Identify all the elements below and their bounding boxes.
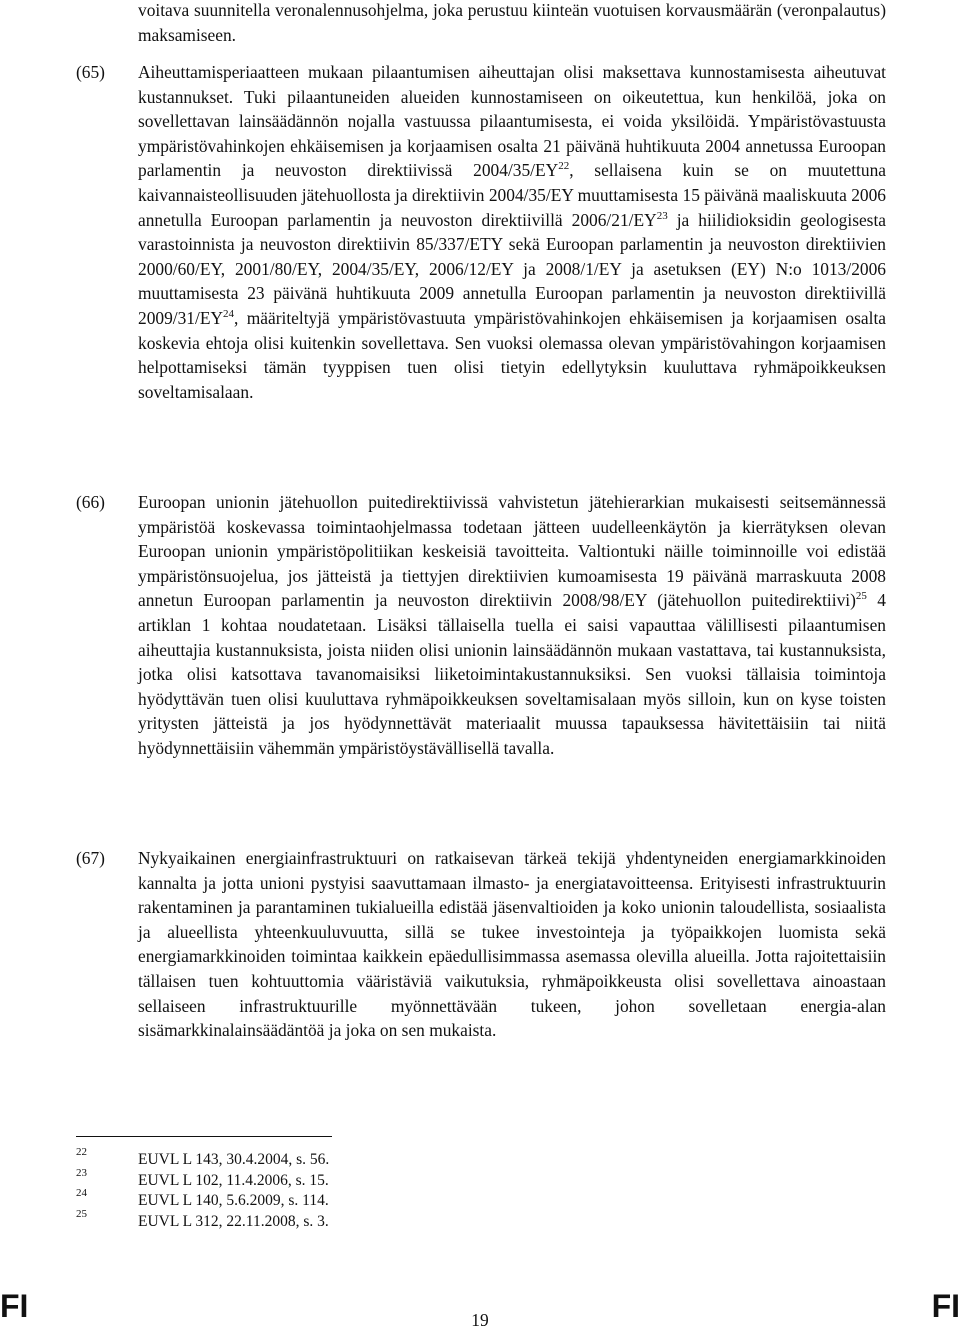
footnote-text: EUVL L 140, 5.6.2009, s. 114. xyxy=(138,1192,329,1209)
footnote-ref-23: 23 xyxy=(656,209,668,222)
language-code-left: FI xyxy=(0,1288,29,1324)
paragraph-continuation xyxy=(76,0,886,47)
footnote-number: 22 xyxy=(76,1146,87,1158)
paragraph-text: Euroopan unionin jätehuollon puitedirektiivissä vahvistetun jätehierarkian mukaisesti seitsemännessä ympäristöä koskevassa toimintaohjelmassa todetaan jätteen uudelleenkäytön ja kierrätyksen olevan Euroopan unionin ympäristöpolitiikan keskeisiä tavoitteita. Valtiontuki näille toiminnoille voi edistää ympäristönsuojelua, jos jätteistä ja tiettyjen direktiivien kumoamisesta 19 päivänä marraskuuta 2008 annetun Euroopan parlamentin ja neuvoston direktiivin 2008/98/EY (jätehuollon puitedirektiivi)$^{25}$ 4 artiklan 1 kohtaa noudatetaan. Lisäksi tällaisella tuella ei saisi vapauttaa välillisesti pilaantumisen aiheuttajia kustannuksista, joista niiden olisi unionin lainsäädännön mukaan vastattava, tai kustannuksista, jotka olisi katsottava tavanomaisiksi liiketoimintakustannuksiksi. Sen vuoksi tällaisia toimintoja hyödyttävän tuen olisi kuuluttava ryhmäpoikkeuksen soveltamisalaan myös silloin, kun on kyse toisten yritysten jätteistä ja jos hyödynnettävät materiaalit muussa tapauksessa hävitettäisiin tai niitä hyödynnettäisiin vähemmän ympäristöystävällisellä tavalla. xyxy=(138,492,886,758)
paragraph-text: Aiheuttamisperiaatteen mukaan pilaantumisen aiheuttajan olisi maksettava kunnostamisesta aiheutuvat kustannukset. Tuki pilaantuneiden alueiden kunnostamiseen on oikeutettua, kun henkilöä, joka on sovellettavan lainsäädännön nojalla vastuussa pilaantumisesta, ei voida yksilöidä. Ympäristövastuusta ympäristövahinkojen ehkäisemisen ja korjaamisen osalta 21 päivänä huhtikuuta 2004 annetussa Euroopan parlamentin ja neuvoston direktiivissä 2004/35/EY$^{22}$, sellaisena kuin se on muutettuna kaivannaisteollisuuden jätehuollosta ja direktiivin 2004/35/EY muuttamisesta 15 päivänä maaliskuuta 2006 annetulla Euroopan parlamentin ja neuvoston direktiivillä 2006/21/EY$^{23}$ ja hiilidioksidin geologisesta varastoinnista ja neuvoston direktiivin 85/337/ETY sekä Euroopan parlamentin ja neuvoston direktiivien 2000/60/EY, 2001/80/EY, 2004/35/EY, 2006/12/EY ja 2008/1/EY ja asetuksen (EY) N:o 1013/2006 muuttamisesta 23 päivänä huhtikuuta 2009 annetulla Euroopan parlamentin ja neuvoston direktiivillä 2009/31/EY$^{24}$, määriteltyjä ympäristövastuuta ympäristövahinkojen ehkäisemisen ja korjaamisen osalta koskevia ehtoja olisi kuitenkin sovellettava. Sen vuoksi olemassa olevan ympäristövahingon korjaamisen helpottamiseksi tämän tyyppisen tuen olisi tietyin edellytyksin kuuluttava ryhmäpoikkeuksen soveltamisalaan. xyxy=(138,62,887,402)
footnote-ref-25: 25 xyxy=(855,590,867,603)
footnote-text: EUVL L 143, 30.4.2004, s. 56. xyxy=(138,1151,330,1168)
paragraph-text: voitava suunnitella veronalennusohjelma, joka perustuu kiinteän vuotuisen korvausmäärän (veronpalautus) maksamiseen. xyxy=(138,0,886,45)
footnote-ref-22: 22 xyxy=(558,160,570,173)
paragraph-number: (66) xyxy=(76,492,105,512)
paragraph-65 xyxy=(76,60,886,404)
paragraph-66 xyxy=(76,490,886,761)
footnotes xyxy=(76,1146,576,1232)
footnote-number: 23 xyxy=(76,1166,87,1179)
footnote-number: 24 xyxy=(76,1187,87,1199)
footnote-text: EUVL L 312, 22.11.2008, s. 3. xyxy=(138,1212,329,1230)
paragraph-text: Nykyaikainen energiainfrastruktuuri on ratkaisevan tärkeä tekijä yhdentyneiden energiamarkkinoiden kannalta ja jotta unioni pystyisi saavuttamaan ilmasto- ja energiatavoitteensa. Erityisesti infrastruktuurin rakentaminen ja parantaminen tukialueilla edistää jäsenvaltioiden ja koko unionin taloudellista, sosiaalista ja alueellista yhteenkuuluvuutta, sillä se tukee investointeja ja työpaikkojen luomista sekä energiamarkkinoiden toimintaa kaikkein epäedullisimmassa asemassa olevilla alueilla. Jotta rajoitettaisiin tällaisen tuen kohtuuttomia vääristäviä vaikutuksia, ryhmäpoikkeusta olisi sovellettava ainoastaan sellaiseen infrastruktuurille myönnettävään tukeen, johon sovelletaan energia-alan sisämarkkinalainsäädäntöä ja joka on sen mukaista. xyxy=(138,848,886,1041)
footnote-number: 25 xyxy=(76,1207,87,1220)
footnote xyxy=(76,1146,576,1171)
paragraph-number: (67) xyxy=(76,848,105,868)
paragraph-67 xyxy=(76,846,886,1043)
footnote xyxy=(76,1187,576,1212)
footnote-text: EUVL L 102, 11.4.2006, s. 15. xyxy=(138,1171,329,1189)
paragraph-number: (65) xyxy=(76,62,105,82)
language-code-right: FI xyxy=(931,1288,960,1324)
footnote xyxy=(76,1207,576,1233)
footnote-separator xyxy=(76,1136,332,1137)
footnote xyxy=(76,1166,576,1192)
page-number: 19 xyxy=(471,1310,489,1330)
footnote-ref-24: 24 xyxy=(223,307,235,320)
